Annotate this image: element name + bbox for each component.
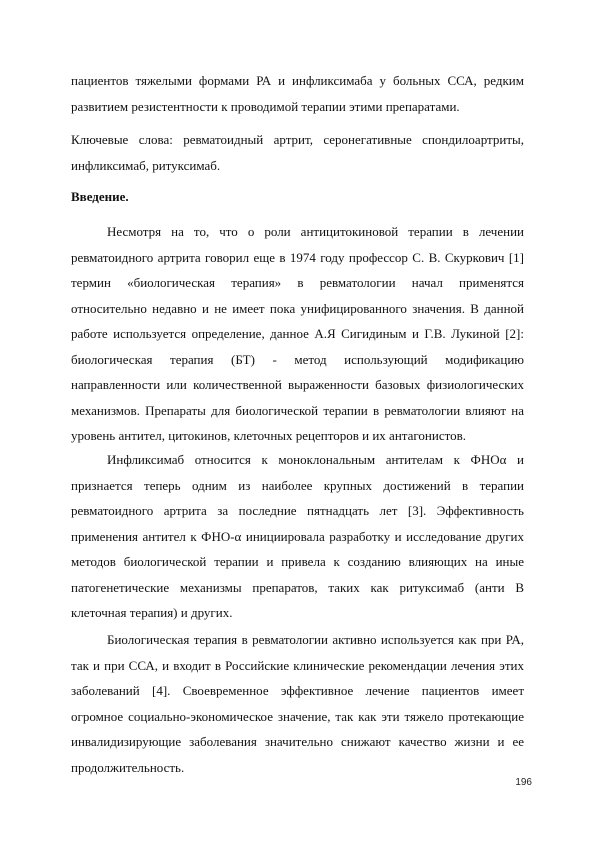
page-number: 196	[515, 777, 532, 788]
intro-paragraph: пациентов тяжелыми формами РА и инфликсимаба у больных ССА, редким развитием резистентности к проводимой терапии этими препаратами.	[71, 73, 524, 114]
body-paragraph-1: Несмотря на то, что о роли антицитокиновой терапии в лечении ревматоидного артрита говорил еще в 1974 году профессор С. В. Скуркович [1] термин «биологическая терапия» в ревматологии начал применятся относительно недавно и не имеет пока унифицированного значения. В данной работе используется определение, данное А.Я Сигидиным и Г.В. Лукиной [2]: биологическая терапия (БТ) - метод использующий модификацию направленности или количественной выраженности базовых физиологических механизмов. Препараты для биологической терапии в ревматологии влияют на уровень антител, цитокинов, клеточных рецепторов и их антагонистов.	[71, 224, 524, 443]
keywords-paragraph: Ключевые слова: ревматоидный артрит, серонегативные спондилоартриты, инфликсимаб, ритуксимаб.	[71, 132, 524, 173]
body-paragraph-2: Инфликсимаб относится к моноклональным антителам к ФНОα и признается теперь одним из наиболее крупных достижений в терапии ревматоидного артрита за последние пятнадцать лет [3]. Эффективность применения антител к ФНО-α инициировала разработку и исследование других методов биологической терапии и привела к созданию влияющих на иные патогенетические механизмы препаратов, таких как ритуксимаб (анти В клеточная терапия) и других.	[71, 452, 524, 620]
section-heading: Введение.	[71, 189, 129, 204]
body-paragraph-3: Биологическая терапия в ревматологии активно используется как при РА, так и при ССА, и входит в Российские клинические рекомендации лечения этих заболеваний [4]. Своевременное эффективное лечение пациентов имеет огромное социально-экономическое значение, так как эти тяжело протекающие инвалидизирующие заболевания значительно снижают качество жизни и ее продолжительность.	[71, 632, 524, 775]
